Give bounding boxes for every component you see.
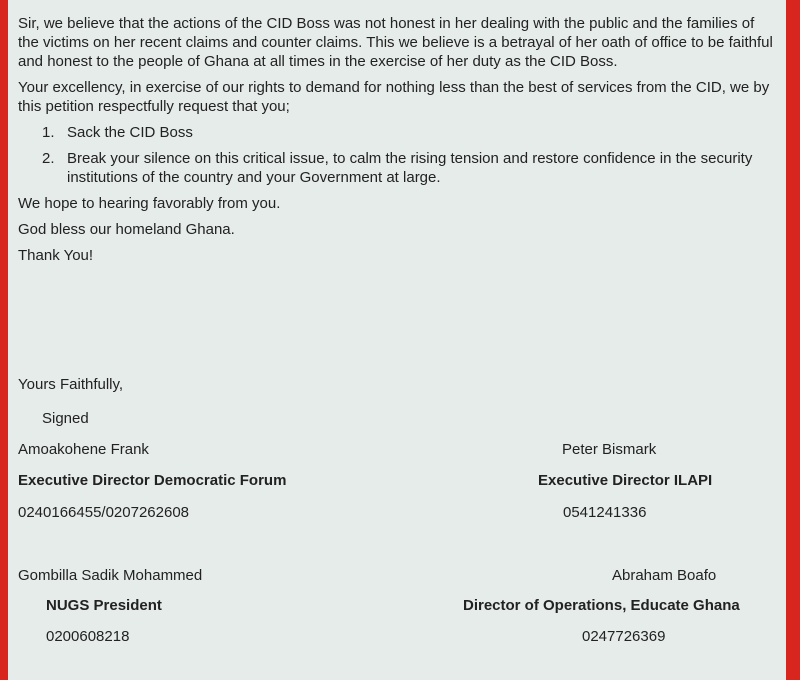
paragraph-bless: God bless our homeland Ghana. [18,221,235,238]
paragraph-hope: We hope to hearing favorably from you. [18,195,281,212]
signatory-2-title: Executive Director ILAPI [538,472,713,489]
signatory-1-phone: 0240166455/0207262608 [18,504,190,521]
signatory-4-name: Abraham Boafo [612,567,717,584]
signatory-3-title: NUGS President [46,597,162,614]
signatory-4-phone: 0247726369 [582,628,666,645]
closing-signed: Signed [42,410,89,427]
signatory-2-phone: 0541241336 [563,504,647,521]
list-text: Break your silence on this critical issue, to calm the rising tension and restore confidence in the security institutions of the country and your Government at large. [67,150,753,186]
document-page [8,0,786,680]
list-item [18,149,778,187]
signatory-2-name: Peter Bismark [562,441,657,458]
letter-body [18,14,778,272]
request-list [18,123,778,187]
signatory-3-name: Gombilla Sadik Mohammed [18,567,203,584]
closing-yours: Yours Faithfully, [18,376,124,393]
paragraph-request-intro: Your excellency, in exercise of our rights to demand for nothing less than the best of services from the CID, we by this petition respectfully request that you; [18,79,770,115]
list-number: 1. [42,124,55,141]
signatory-1-name: Amoakohene Frank [18,441,149,458]
paragraph-thanks: Thank You! [18,247,94,264]
signatory-1-title: Executive Director Democratic Forum [18,472,287,489]
list-item [18,123,778,142]
signatory-3-phone: 0200608218 [46,628,130,645]
list-number: 2. [42,150,55,167]
list-text: Sack the CID Boss [67,124,193,141]
paragraph-betrayal: Sir, we believe that the actions of the CID Boss was not honest in her dealing with the public and the families of the victims on her recent claims and counter claims. This we believe is a betrayal of her oath of office to be faithful and honest to the people of Ghana at all times in the exercise of her duty as the CID Boss. [18,15,773,70]
signatory-4-title: Director of Operations, Educate Ghana [463,597,740,614]
